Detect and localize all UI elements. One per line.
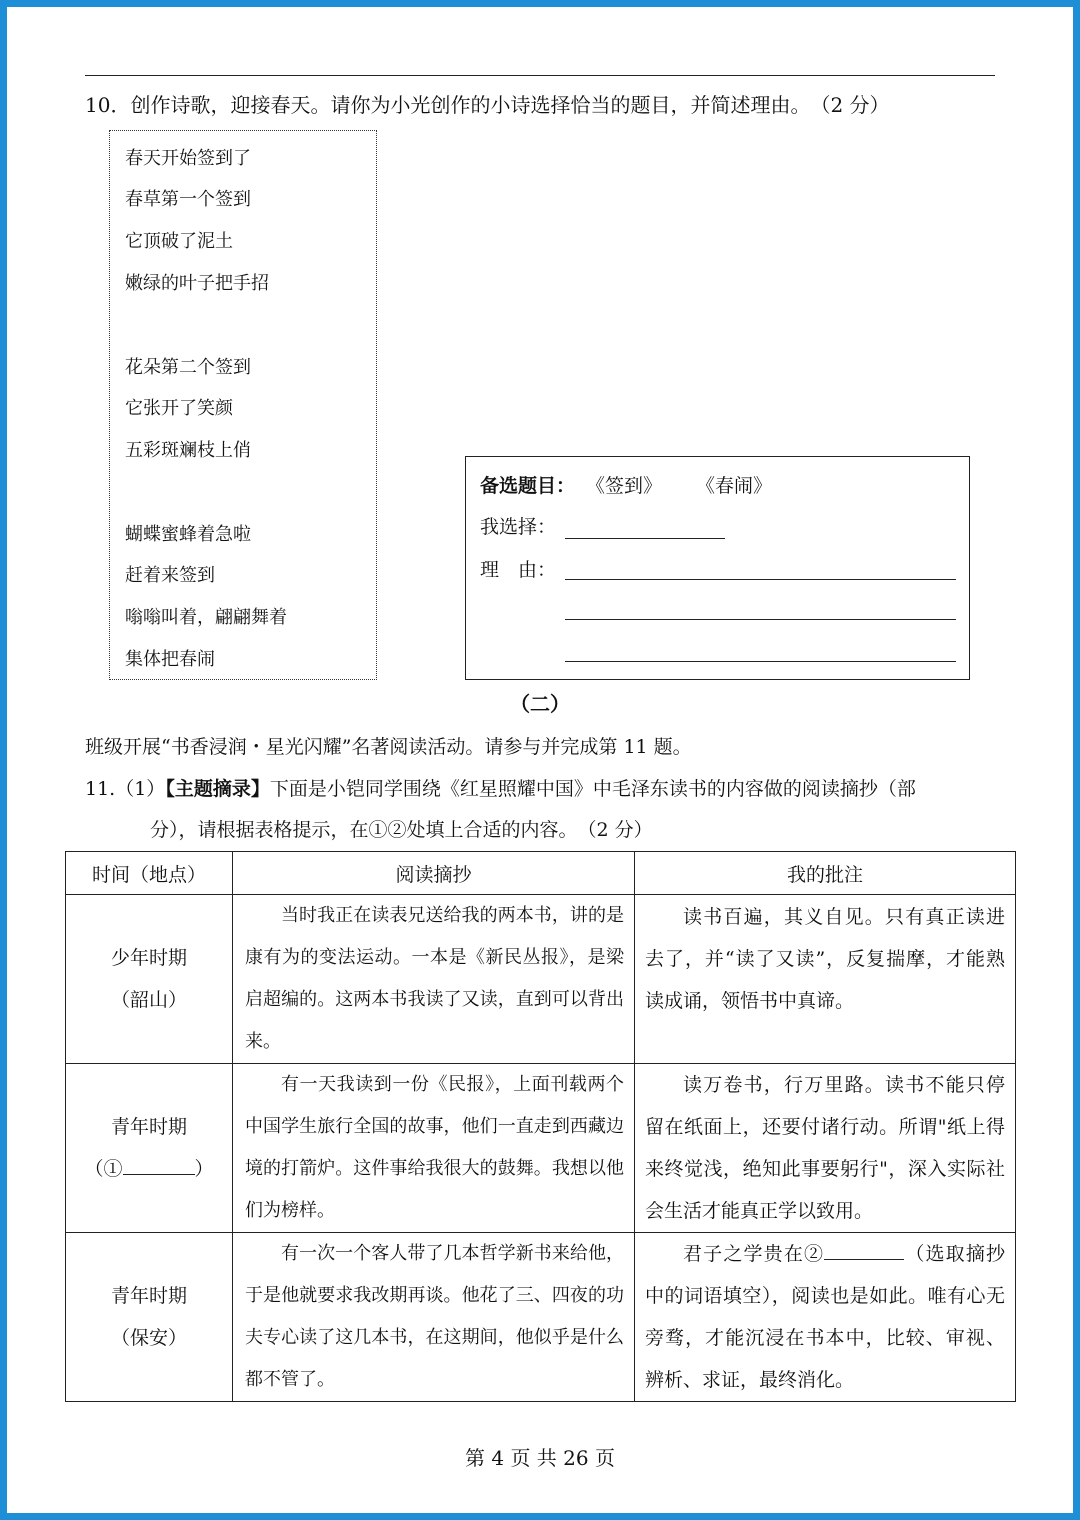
poem-line: 它张开了笑颜 bbox=[125, 398, 233, 419]
table-row bbox=[66, 1233, 1016, 1402]
excerpt-text: 当时我正在读表兄送给我的两本书，讲的是康有为的变法运动。一本是《新民丛报》，是梁启超编的。这两本书我读了又读，直到可以背出来。 bbox=[245, 905, 624, 1052]
poem-line: 集体把春闹 bbox=[125, 649, 215, 670]
table-row bbox=[66, 895, 1016, 1064]
excerpt-cell bbox=[233, 1064, 635, 1233]
annotation-before-blank: 君子之学贵在② bbox=[683, 1243, 825, 1265]
place: （韶山） bbox=[110, 989, 187, 1011]
theme-tag: 【主题摘录】 bbox=[165, 778, 270, 800]
poem-line: 赶着来签到 bbox=[125, 565, 215, 586]
question-11-line1 bbox=[85, 775, 916, 803]
table-header-row bbox=[66, 852, 1016, 895]
my-choice-label: 我选择： bbox=[480, 516, 557, 538]
excerpt-text: 有一次一个客人带了几本哲学新书来给他，于是他就要求我改期再谈。他花了三、四夜的功夫专心读了这几本书，在这期间，他似乎是什么都不管了。 bbox=[245, 1243, 624, 1390]
annotation-text: 读万卷书，行万里路。读书不能只停留在纸面上，还要付诸行动。所谓"纸上得来终觉浅，绝知此事要躬行"，深入实际社会生活才能真正学以致用。 bbox=[645, 1074, 1005, 1222]
section-title: （二） bbox=[510, 692, 570, 716]
poem-line: 花朵第二个签到 bbox=[125, 357, 251, 378]
answer-blank-2[interactable] bbox=[824, 1237, 904, 1260]
page-footer: 第 4 页 共 26 页 bbox=[465, 1446, 615, 1470]
time-place-cell bbox=[66, 1233, 233, 1402]
annotation-cell bbox=[635, 1064, 1016, 1233]
annotation-text bbox=[635, 1233, 1015, 1401]
column-header: 时间（地点） bbox=[66, 852, 233, 895]
column-header: 我的批注 bbox=[635, 852, 1016, 895]
time-period: 青年时期 bbox=[110, 1285, 187, 1307]
reason-label: 理 由： bbox=[480, 559, 557, 581]
poem-line: 嫩绿的叶子把手招 bbox=[125, 273, 269, 294]
poem-line: 春草第一个签到 bbox=[125, 189, 251, 210]
excerpt-cell bbox=[233, 1233, 635, 1402]
reason-answer-line[interactable] bbox=[565, 579, 956, 580]
poem-box bbox=[109, 130, 377, 680]
excerpt-text: 有一天我读到一份《民报》，上面刊载两个中国学生旅行全国的故事，他们一直走到西藏边境的打箭炉。这件事给我很大的鼓舞。我想以他们为榜样。 bbox=[245, 1074, 624, 1221]
annotation-text: 读书百遍，其义自见。只有真正读进去了，并“读了又读”，反复揣摩，才能熟读成诵，领悟书中真谛。 bbox=[645, 906, 1005, 1012]
time-period: 青年时期 bbox=[110, 1116, 187, 1138]
question-number: 11.（1） bbox=[85, 778, 166, 800]
place-close: ） bbox=[194, 1158, 214, 1180]
poem-line: 五彩斑斓枝上俏 bbox=[125, 440, 251, 461]
place: （保安） bbox=[110, 1327, 187, 1349]
question-text: 下面是小铠同学围绕《红星照耀中国》中毛泽东读书的内容做的阅读摘抄（部 bbox=[269, 778, 916, 800]
excerpt-cell bbox=[233, 895, 635, 1064]
time-place-cell bbox=[66, 1064, 233, 1233]
poem-line: 嗡嗡叫着，翩翩舞着 bbox=[125, 607, 287, 628]
place-open: （① bbox=[84, 1158, 123, 1180]
candidate-title-option: 《签到》 bbox=[586, 475, 663, 497]
candidate-title-option: 《春闹》 bbox=[696, 475, 773, 497]
activity-intro: 班级开展“书香浸润・星光闪耀”名著阅读活动。请参与并完成第 11 题。 bbox=[85, 736, 692, 758]
title-choice-box bbox=[465, 456, 970, 680]
column-header: 阅读摘抄 bbox=[233, 852, 635, 895]
place-blank-line bbox=[66, 1148, 232, 1190]
reading-notes-table bbox=[65, 851, 1016, 1402]
annotation-cell bbox=[635, 1233, 1016, 1402]
answer-blank-1[interactable] bbox=[123, 1152, 195, 1175]
time-period: 少年时期 bbox=[110, 947, 187, 969]
question-10: 10．创作诗歌，迎接春天。请你为小光创作的小诗选择恰当的题目，并简述理由。 （2 分） bbox=[85, 93, 890, 117]
annotation-cell bbox=[635, 895, 1016, 1064]
poem-line: 蝴蝶蜜蜂着急啦 bbox=[125, 524, 251, 545]
reason-answer-line[interactable] bbox=[565, 619, 956, 620]
candidate-titles-label: 备选题目： bbox=[480, 475, 576, 497]
poem-line: 它顶破了泥土 bbox=[125, 231, 233, 252]
top-rule bbox=[85, 75, 995, 76]
question-11-line2: 分），请根据表格提示，在①②处填上合适的内容。 （2 分） bbox=[150, 819, 653, 841]
table-row bbox=[66, 1064, 1016, 1233]
choice-answer-line[interactable] bbox=[565, 538, 725, 539]
reason-answer-line[interactable] bbox=[565, 661, 956, 662]
poem-line: 春天开始签到了 bbox=[125, 148, 251, 169]
time-place-cell bbox=[66, 895, 233, 1064]
annotation-after-blank: （选取摘抄中的词语填空），阅读也是如此。唯有心无旁骛，才能沉浸在书本中，比较、审视、辨析、求证，最终消化。 bbox=[645, 1243, 1005, 1391]
